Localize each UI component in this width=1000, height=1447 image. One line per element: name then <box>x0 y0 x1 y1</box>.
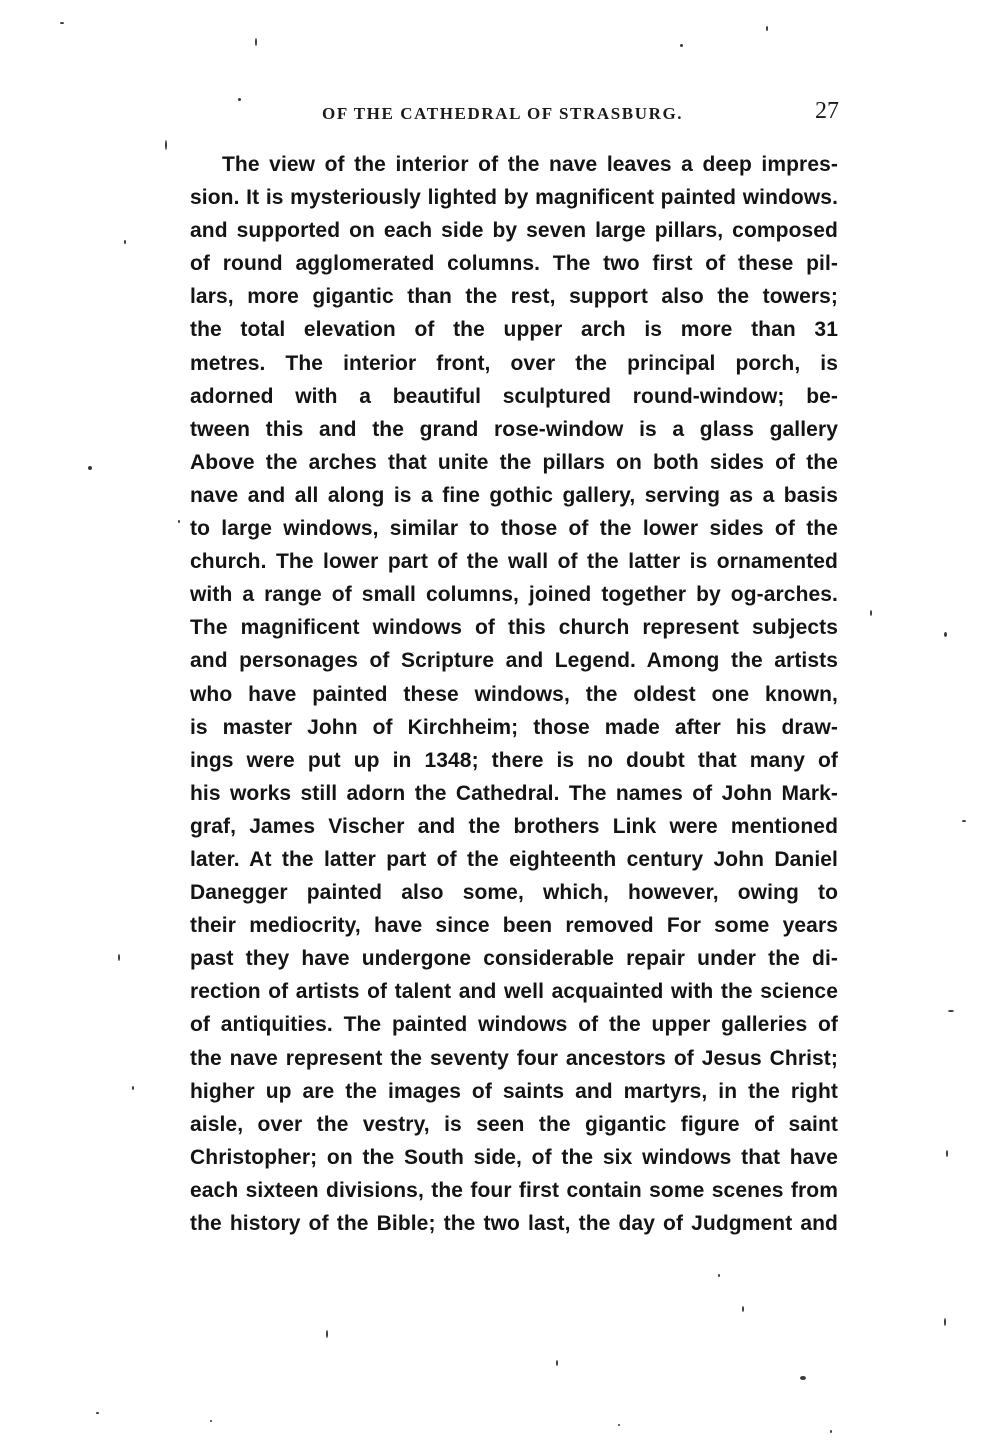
text-line: Above the arches that unite the pillars on both sides of the <box>190 450 838 474</box>
text-line: with a range of small columns, joined together by og-arches. <box>190 583 838 607</box>
text-line: lars, more gigantic than the rest, support also the towers; <box>190 285 838 309</box>
text-line: of antiquities. The painted windows of the upper galleries of <box>190 1013 838 1037</box>
text-line: his works still adorn the Cathedral. The names of John Mark- <box>190 781 838 805</box>
running-title: OF THE CATHEDRAL OF STRASBURG. <box>322 104 684 123</box>
text-line: rection of artists of talent and well acquainted with the science <box>190 980 838 1004</box>
text-line: The magnificent windows of this church represent subjects <box>190 616 838 640</box>
text-line: is master John of Kirchheim; those made after his draw- <box>190 715 838 739</box>
text-line: church. The lower part of the wall of the latter is ornamented <box>190 550 838 574</box>
text-line: adorned with a beautiful sculptured round-window; be- <box>190 384 838 408</box>
text-line: and supported on each side by seven large pillars, composed <box>190 219 838 243</box>
text-line: The view of the interior of the nave leaves a deep impres- <box>222 153 838 176</box>
text-line: nave and all along is a fine gothic gallery, serving as a basis <box>190 483 838 507</box>
text-line: higher up are the images of saints and martyrs, in the right <box>190 1079 838 1103</box>
text-line: metres. The interior front, over the principal porch, is <box>190 351 838 375</box>
text-line: Christopher; on the South side, of the six windows that have <box>190 1145 838 1169</box>
text-line: Danegger painted also some, which, however, owing to <box>190 881 838 905</box>
text-line: and personages of Scripture and Legend. Among the artists <box>190 649 838 673</box>
text-line: their mediocrity, have since been removed For some years <box>190 914 838 938</box>
page-number: 27 <box>815 98 839 124</box>
text-line: aisle, over the vestry, is seen the gigantic figure of saint <box>190 1112 838 1136</box>
text-line: who have painted these windows, the oldest one known, <box>190 682 838 706</box>
text-line: the nave represent the seventy four ancestors of Jesus Christ; <box>190 1046 838 1070</box>
text-line: ings were put up in 1348; there is no doubt that many of <box>190 748 838 772</box>
text-line: the total elevation of the upper arch is more than 31 <box>190 318 838 342</box>
text-line: graf, James Vischer and the brothers Link were mentioned <box>190 814 838 838</box>
text-line: later. At the latter part of the eighteenth century John Daniel <box>190 847 838 871</box>
text-line: each sixteen divisions, the four first contain some scenes from <box>190 1178 838 1202</box>
text-line: sion. It is mysteriously lighted by magnificent painted windows. <box>190 186 838 210</box>
text-line: the history of the Bible; the two last, the day of Judgment and <box>190 1212 838 1235</box>
body-paragraph <box>190 148 838 1240</box>
text-line: to large windows, similar to those of the lower sides of the <box>190 517 838 541</box>
text-line: of round agglomerated columns. The two first of these pil- <box>190 252 838 276</box>
text-line: past they have undergone considerable repair under the di- <box>190 947 838 971</box>
text-line: tween this and the grand rose-window is a glass gallery <box>190 417 838 441</box>
